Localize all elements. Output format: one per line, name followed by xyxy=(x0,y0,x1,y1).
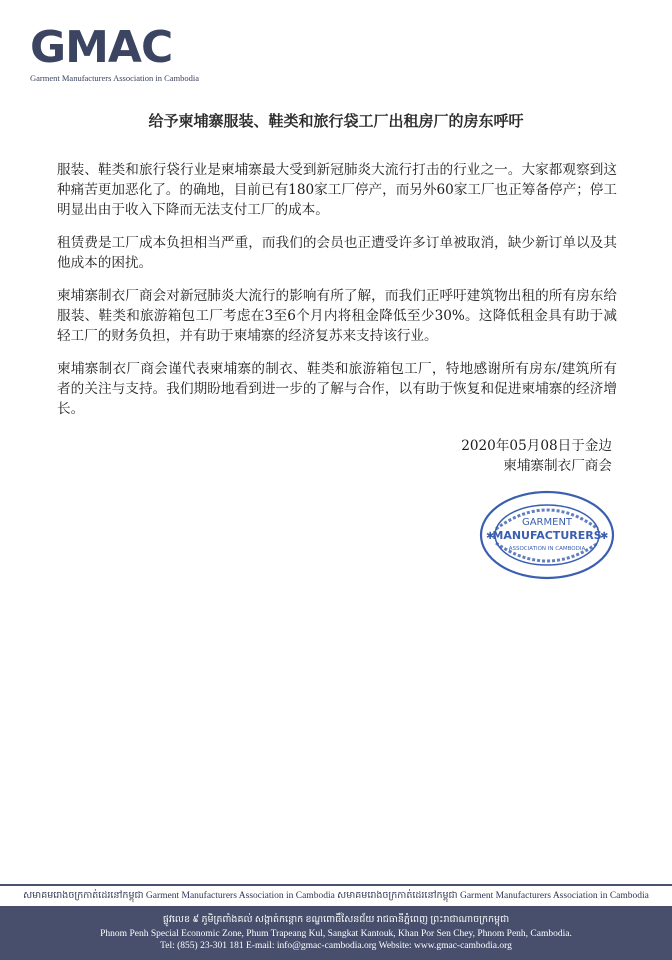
paragraph-3: 柬埔寨制衣厂商会对新冠肺炎大流行的影响有所了解，而我们正呼吁建筑物出租的所有房东给服装、鞋类和旅游箱包工厂考虑在3至6个月内将租金降低至少30%。这降低租金具有助于减轻工厂的财务负担，并有助于柬埔寨的经济复苏来支持该行业。 xyxy=(57,288,617,344)
footer-divider xyxy=(0,884,672,886)
footer-address-english: Phnom Penh Special Economic Zone, Phum Trapeang Kul, Sangkat Kantouk, Khan Por Sen Chey, Phnom Penh, Cambodia. xyxy=(100,929,572,939)
footer-association-line: សមាគមរោងចក្រកាត់ដេរនៅកម្ពុជា Garment Manufacturers Association in Cambodia សមាគមរោងចក្រកាត់ដេរនៅកម្ពុជា Garment Manufacturers Association in Cambodia xyxy=(23,891,649,901)
signature-block xyxy=(461,436,612,476)
stamp-line-2: MANUFACTURERS xyxy=(492,529,602,542)
association-stamp xyxy=(478,489,616,581)
footer-band xyxy=(0,906,672,960)
letter-body xyxy=(57,160,617,432)
paragraph-1: 服装、鞋类和旅行袋行业是柬埔寨最大受到新冠肺炎大流行打击的行业之一。大家都观察到这种痛苦更加恶化了。的确地，目前已有180家工厂停产，而另外60家工厂也正筹备停产；停工明显出由于收入下降而无法支付工厂的成本。 xyxy=(57,162,617,218)
logo-subtitle: Garment Manufacturers Association in Cambodia xyxy=(30,73,200,83)
logo-mark: GMAC xyxy=(30,22,173,73)
document-title: 给予柬埔寨服装、鞋类和旅行袋工厂出租房厂的房东呼吁 xyxy=(148,112,524,130)
gmac-logo xyxy=(30,22,205,83)
paragraph-4: 柬埔寨制衣厂商会谨代表柬埔寨的制衣、鞋类和旅游箱包工厂，特地感谢所有房东/建筑所有者的关注与支持。我们期盼地看到进一步的了解与合作，以有助于恢复和促进柬埔寨的经济增长。 xyxy=(57,361,617,417)
paragraph-2: 租赁费是工厂成本负担相当严重，而我们的会员也正遭受许多订单被取消，缺少新订单以及其他成本的困扰。 xyxy=(57,235,617,271)
stamp-star-right: ✱ xyxy=(600,531,609,542)
footer-address-khmer: ផ្លូវលេខ ៩ ភូមិត្រពាំងគល់ សង្កាត់កន្តោក ខណ្ឌពោធិ៍សែនជ័យ រាជធានីភ្នំពេញ ព្រះរាជាណាចក្រកម្ពុជា xyxy=(162,915,510,925)
date-place: 2020年05月08日于金边 xyxy=(461,438,612,454)
stamp-line-1: GARMENT xyxy=(521,517,573,528)
stamp-star-left: ✱ xyxy=(486,531,495,542)
signatory: 柬埔寨制衣厂商会 xyxy=(503,458,612,474)
stamp-line-3: ASSOCIATION IN CAMBODIA xyxy=(508,546,586,552)
footer-contact: Tel: (855) 23-301 181 E-mail: info@gmac-cambodia.org Website: www.gmac-cambodia.org xyxy=(160,941,512,951)
